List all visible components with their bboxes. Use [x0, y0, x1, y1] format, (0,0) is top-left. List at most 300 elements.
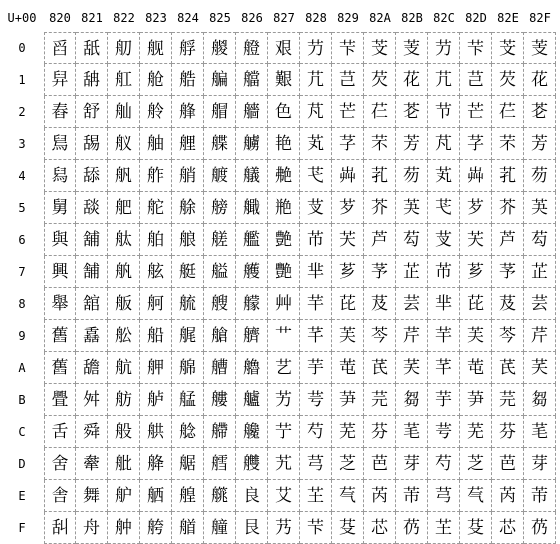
glyph-cell: 芛: [460, 384, 492, 416]
glyph-cell: 舀: [44, 32, 76, 64]
glyph-cell: 良: [236, 480, 268, 512]
column-header: 82B: [401, 11, 423, 25]
glyph-cell: 舃: [44, 128, 76, 160]
column-header: 829: [337, 11, 359, 25]
glyph-cell: 芭: [492, 448, 524, 480]
glyph-cell: 芮: [364, 480, 396, 512]
glyph-cell: 艤: [236, 160, 268, 192]
glyph-cell: 艕: [204, 192, 236, 224]
glyph-cell: 芬: [364, 416, 396, 448]
glyph-cell: 芰: [524, 32, 556, 64]
glyph-cell: 舤: [108, 160, 140, 192]
glyph-cell: 舱: [140, 64, 172, 96]
glyph-cell: 芓: [332, 128, 364, 160]
glyph-cell: 舘: [76, 288, 108, 320]
glyph-cell: 芰: [396, 32, 428, 64]
row-header: [0, 32, 44, 64]
row-header-label: F: [18, 521, 26, 535]
glyph-cell: 舌: [44, 416, 76, 448]
glyph-cell: 芤: [364, 160, 396, 192]
glyph-cell: 芖: [332, 224, 364, 256]
glyph-cell: 艫: [236, 384, 268, 416]
row-header-label: 7: [18, 265, 26, 279]
glyph-cell: 芠: [364, 32, 396, 64]
glyph-cell: 芢: [364, 96, 396, 128]
glyph-cell: 芟: [460, 512, 492, 544]
glyph-cell: 芽: [396, 448, 428, 480]
glyph-cell: 芳: [396, 128, 428, 160]
glyph-cell: 艋: [172, 384, 204, 416]
glyph-cell: 舭: [108, 448, 140, 480]
glyph-cell: 艍: [172, 448, 204, 480]
glyph-cell: 舔: [76, 160, 108, 192]
glyph-cell: 舼: [140, 416, 172, 448]
glyph-cell: 芈: [428, 288, 460, 320]
glyph-cell: 芼: [524, 416, 556, 448]
glyph-cell: 艟: [204, 512, 236, 544]
glyph-cell: 芁: [428, 64, 460, 96]
glyph-cell: 芐: [332, 32, 364, 64]
row-header-label: 6: [18, 233, 26, 247]
glyph-cell: 芔: [460, 160, 492, 192]
glyph-cell: 艺: [268, 352, 300, 384]
glyph-cell: 芺: [396, 352, 428, 384]
glyph-cell: 舝: [76, 448, 108, 480]
glyph-cell: 芨: [364, 288, 396, 320]
glyph-cell: 芡: [364, 64, 396, 96]
glyph-cell: 芧: [492, 256, 524, 288]
glyph-cell: 芦: [364, 224, 396, 256]
glyph-cell: 艱: [268, 64, 300, 96]
glyph-cell: 节: [428, 96, 460, 128]
glyph-cell: 艳: [268, 128, 300, 160]
glyph-cell: 舉: [44, 288, 76, 320]
glyph-cell: 芯: [364, 512, 396, 544]
glyph-cell: 舞: [76, 480, 108, 512]
glyph-cell: 艸: [268, 288, 300, 320]
glyph-cell: 芇: [428, 256, 460, 288]
glyph-cell: 芝: [332, 448, 364, 480]
glyph-cell: 艚: [204, 352, 236, 384]
glyph-cell: 舓: [76, 128, 108, 160]
glyph-cell: 艴: [268, 160, 300, 192]
glyph-cell: 芵: [396, 192, 428, 224]
row-header-label: A: [18, 361, 26, 375]
glyph-cell: 芟: [332, 512, 364, 544]
row-header-label: D: [18, 457, 26, 471]
glyph-cell: 芚: [332, 352, 364, 384]
column-header: 821: [81, 11, 103, 25]
glyph-cell: 芸: [524, 288, 556, 320]
glyph-cell: 舦: [108, 224, 140, 256]
glyph-cell: 芇: [300, 224, 332, 256]
glyph-cell: 芈: [300, 256, 332, 288]
glyph-cell: 舢: [108, 96, 140, 128]
row-header-label: 1: [18, 73, 26, 87]
glyph-cell: 舳: [140, 128, 172, 160]
glyph-cell: 舁: [44, 64, 76, 96]
glyph-cell: 芥: [364, 192, 396, 224]
glyph-cell: 艨: [236, 288, 268, 320]
glyph-cell: 芩: [492, 320, 524, 352]
glyph-cell: 芠: [492, 32, 524, 64]
glyph-cell: 芙: [460, 320, 492, 352]
glyph-cell: 舊: [44, 352, 76, 384]
glyph-cell: 艒: [204, 96, 236, 128]
glyph-cell: 舾: [140, 480, 172, 512]
glyph-cell: 芢: [492, 96, 524, 128]
glyph-cell: 芎: [300, 448, 332, 480]
glyph-cell: 舏: [44, 512, 76, 544]
column-header: 823: [145, 11, 167, 25]
glyph-cell: 芎: [428, 480, 460, 512]
glyph-cell: 興: [44, 256, 76, 288]
glyph-cell: 艣: [236, 128, 268, 160]
glyph-cell: 芜: [460, 416, 492, 448]
glyph-cell: 船: [140, 320, 172, 352]
glyph-cell: 舖: [76, 224, 108, 256]
glyph-cell: 舽: [140, 448, 172, 480]
column-header: 82A: [369, 11, 391, 25]
glyph-cell: 舋: [44, 384, 76, 416]
glyph-cell: 芘: [332, 288, 364, 320]
glyph-cell: 芀: [300, 32, 332, 64]
glyph-cell: 艗: [204, 256, 236, 288]
glyph-cell: 芀: [428, 32, 460, 64]
glyph-cell: 芾: [524, 480, 556, 512]
glyph-cell: 艈: [172, 288, 204, 320]
glyph-cell: 舨: [108, 288, 140, 320]
row-header: [0, 64, 44, 96]
glyph-cell: 芌: [428, 416, 460, 448]
glyph-cell: 芒: [332, 96, 364, 128]
glyph-cell: 舥: [108, 192, 140, 224]
column-header: 825: [209, 11, 231, 25]
glyph-cell: 芵: [524, 192, 556, 224]
glyph-cell: 艻: [268, 384, 300, 416]
glyph-cell: 芏: [428, 512, 460, 544]
glyph-cell: 芲: [396, 96, 428, 128]
glyph-cell: 舕: [76, 192, 108, 224]
glyph-cell: 芥: [492, 192, 524, 224]
row-header-label: 5: [18, 201, 26, 215]
glyph-cell: 舺: [140, 352, 172, 384]
glyph-cell: 艧: [236, 256, 268, 288]
row-header: [0, 320, 44, 352]
glyph-cell: 芋: [428, 384, 460, 416]
glyph-cell: 芫: [492, 384, 524, 416]
glyph-cell: 艢: [236, 96, 268, 128]
glyph-cell: 芆: [300, 192, 332, 224]
glyph-cell: 舫: [108, 384, 140, 416]
row-header-label: 8: [18, 297, 26, 311]
glyph-cell: 芺: [524, 352, 556, 384]
glyph-cell: 舜: [76, 416, 108, 448]
glyph-cell: 艃: [172, 128, 204, 160]
glyph-cell: 艞: [204, 480, 236, 512]
column-header: 82D: [465, 11, 487, 25]
glyph-cell: 舙: [76, 320, 108, 352]
glyph-cell: 舷: [140, 256, 172, 288]
row-header-label: 2: [18, 105, 26, 119]
glyph-cell: 舑: [76, 64, 108, 96]
glyph-cell: 芬: [492, 416, 524, 448]
glyph-cell: 芛: [332, 384, 364, 416]
glyph-cell: 芗: [332, 256, 364, 288]
glyph-cell: 芃: [428, 128, 460, 160]
glyph-cell: 芏: [300, 480, 332, 512]
glyph-cell: 芞: [332, 480, 364, 512]
glyph-cell: 芊: [428, 352, 460, 384]
glyph-cell: 芓: [460, 128, 492, 160]
glyph-cell: 舯: [108, 512, 140, 544]
column-header: 820: [49, 11, 71, 25]
glyph-cell: 艅: [172, 192, 204, 224]
glyph-cell: 芤: [492, 160, 524, 192]
glyph-cell: 舴: [140, 160, 172, 192]
glyph-cell: 艊: [172, 352, 204, 384]
glyph-cell: 芴: [524, 160, 556, 192]
glyph-cell: 芩: [364, 320, 396, 352]
glyph-cell: 舣: [108, 128, 140, 160]
glyph-cell: 芘: [460, 288, 492, 320]
glyph-cell: 舅: [44, 192, 76, 224]
glyph-cell: 舿: [140, 512, 172, 544]
column-header-row: [0, 0, 560, 32]
glyph-cell: 芍: [300, 416, 332, 448]
glyph-cell: 艿: [268, 512, 300, 544]
glyph-cell: 芪: [492, 352, 524, 384]
glyph-cell: 芽: [524, 448, 556, 480]
glyph-cell: 艌: [172, 416, 204, 448]
glyph-cell: 舸: [140, 288, 172, 320]
glyph-cell: 芞: [460, 480, 492, 512]
glyph-cell: 舚: [76, 352, 108, 384]
glyph-cell: 艷: [268, 256, 300, 288]
row-header: [0, 160, 44, 192]
column-header: 827: [273, 11, 295, 25]
glyph-cell: 舮: [108, 480, 140, 512]
glyph-cell: 芑: [460, 64, 492, 96]
glyph-cell: 芁: [300, 64, 332, 96]
glyph-cell: 芉: [300, 288, 332, 320]
glyph-cell: 舰: [140, 32, 172, 64]
glyph-cell: 芕: [332, 192, 364, 224]
glyph-cell: 舒: [76, 96, 108, 128]
glyph-cell: 芉: [428, 320, 460, 352]
glyph-cell: 芿: [396, 512, 428, 544]
glyph-cell: 艩: [236, 320, 268, 352]
glyph-cell: 艦: [236, 224, 268, 256]
glyph-cell: 芫: [364, 384, 396, 416]
row-header: [0, 512, 44, 544]
glyph-cell: 芦: [492, 224, 524, 256]
glyph-cell: 艶: [268, 224, 300, 256]
glyph-cell: 芙: [332, 320, 364, 352]
glyph-cell: 舍: [44, 448, 76, 480]
column-header: 82C: [433, 11, 455, 25]
glyph-cell: 芭: [364, 448, 396, 480]
corner-label: U+00: [7, 11, 37, 25]
glyph-cell: 芗: [460, 256, 492, 288]
glyph-cell: 芶: [396, 224, 428, 256]
glyph-cell: 艝: [204, 448, 236, 480]
column-header: 828: [305, 11, 327, 25]
glyph-cell: 芪: [364, 352, 396, 384]
glyph-cell: 舵: [140, 192, 172, 224]
glyph-cell: 舻: [140, 384, 172, 416]
glyph-cell: 芹: [396, 320, 428, 352]
glyph-cell: 芣: [364, 128, 396, 160]
row-header: [0, 128, 44, 160]
glyph-cell: 芅: [428, 192, 460, 224]
glyph-cell: 與: [44, 224, 76, 256]
glyph-cell: 芳: [524, 128, 556, 160]
row-header: [0, 224, 44, 256]
glyph-cell: 芿: [524, 512, 556, 544]
glyph-cell: 芋: [300, 352, 332, 384]
glyph-cell: 艆: [172, 224, 204, 256]
glyph-cell: 艜: [204, 416, 236, 448]
glyph-cell: 芻: [524, 384, 556, 416]
glyph-cell: 舊: [44, 320, 76, 352]
glyph-cell: 艇: [172, 256, 204, 288]
glyph-cell: 艎: [172, 480, 204, 512]
glyph-cell: 舧: [108, 256, 140, 288]
row-header-label: E: [18, 489, 26, 503]
glyph-cell: 艥: [236, 192, 268, 224]
glyph-cell: 艂: [172, 96, 204, 128]
row-header: [0, 288, 44, 320]
glyph-cell: 芼: [396, 416, 428, 448]
glyph-cell: 芐: [460, 32, 492, 64]
glyph-cell: 色: [268, 96, 300, 128]
glyph-cell: 舠: [108, 32, 140, 64]
row-header-label: B: [18, 393, 26, 407]
glyph-cell: 芡: [492, 64, 524, 96]
glyph-cell: 艰: [268, 32, 300, 64]
glyph-cell: 舶: [140, 224, 172, 256]
row-header: [0, 384, 44, 416]
glyph-cell: 艑: [204, 64, 236, 96]
row-header-label: 4: [18, 169, 26, 183]
row-header-label: 0: [18, 41, 26, 55]
glyph-cell: 芃: [300, 96, 332, 128]
glyph-cell: 艁: [172, 64, 204, 96]
glyph-cell: 芒: [460, 96, 492, 128]
glyph-cell: 艼: [268, 416, 300, 448]
glyph-cell: 舂: [44, 96, 76, 128]
glyph-cell: 舡: [108, 64, 140, 96]
glyph-cell: 芲: [524, 96, 556, 128]
glyph-cell: 芹: [524, 320, 556, 352]
glyph-cell: 艛: [204, 384, 236, 416]
row-header-label: 9: [18, 329, 26, 343]
glyph-cell: 芜: [332, 416, 364, 448]
glyph-cell: 艀: [172, 32, 204, 64]
glyph-cell: 艬: [236, 416, 268, 448]
glyph-cell: 芕: [460, 192, 492, 224]
glyph-cell: 艹: [268, 320, 300, 352]
glyph-cell: 芝: [460, 448, 492, 480]
glyph-cell: 芐: [300, 512, 332, 544]
row-header-label: 3: [18, 137, 26, 151]
glyph-cell: 芅: [300, 160, 332, 192]
column-header: 82F: [529, 11, 551, 25]
glyph-cell: 芌: [300, 384, 332, 416]
glyph-cell: 舛: [76, 384, 108, 416]
glyph-cell: 艓: [204, 128, 236, 160]
glyph-cell: 艐: [204, 32, 236, 64]
glyph-cell: 芴: [396, 160, 428, 192]
glyph-cell: 芻: [396, 384, 428, 416]
row-header: [0, 256, 44, 288]
glyph-cell: 艉: [172, 320, 204, 352]
glyph-cell: 芚: [460, 352, 492, 384]
glyph-cell: 芖: [460, 224, 492, 256]
glyph-cell: 艏: [172, 512, 204, 544]
column-header: 822: [113, 11, 135, 25]
glyph-cell: 芸: [396, 288, 428, 320]
glyph-cell: 舎: [44, 480, 76, 512]
glyph-cell: 舩: [108, 320, 140, 352]
glyph-cell: 芍: [428, 448, 460, 480]
column-header: 82E: [497, 11, 519, 25]
glyph-cell: 艽: [268, 448, 300, 480]
glyph-cell: 般: [108, 416, 140, 448]
row-header-label: C: [18, 425, 26, 439]
glyph-cell: 芣: [492, 128, 524, 160]
glyph-cell: 芧: [364, 256, 396, 288]
glyph-cell: 芨: [492, 288, 524, 320]
glyph-cell: 舟: [76, 512, 108, 544]
glyph-cell: 艵: [268, 192, 300, 224]
glyph-cell: 艭: [236, 448, 268, 480]
glyph-cell: 芯: [492, 512, 524, 544]
glyph-cell: 芷: [524, 256, 556, 288]
row-header: [0, 352, 44, 384]
glyph-cell: 舲: [140, 96, 172, 128]
glyph-cell: 艙: [204, 320, 236, 352]
glyph-cell: 艪: [236, 352, 268, 384]
glyph-cell: 芑: [332, 64, 364, 96]
glyph-cell: 艠: [236, 32, 268, 64]
glyph-cell: 艡: [236, 64, 268, 96]
glyph-cell: 舄: [44, 160, 76, 192]
glyph-cell: 芆: [428, 224, 460, 256]
glyph-cell: 芊: [300, 320, 332, 352]
glyph-cell: 芄: [428, 160, 460, 192]
row-header: [0, 416, 44, 448]
glyph-cell: 花: [524, 64, 556, 96]
glyph-cell: 艖: [204, 224, 236, 256]
row-header: [0, 480, 44, 512]
row-header: [0, 192, 44, 224]
glyph-cell: 芄: [300, 128, 332, 160]
row-header: [0, 448, 44, 480]
column-header: 826: [241, 11, 263, 25]
column-header: 824: [177, 11, 199, 25]
glyph-cell: 艮: [236, 512, 268, 544]
row-header: [0, 96, 44, 128]
glyph-cell: 艾: [268, 480, 300, 512]
glyph-cell: 芾: [396, 480, 428, 512]
glyph-cell: 芔: [332, 160, 364, 192]
glyph-cell: 芶: [524, 224, 556, 256]
glyph-cell: 芷: [396, 256, 428, 288]
glyph-cell: 芮: [492, 480, 524, 512]
glyph-cell: 航: [108, 352, 140, 384]
